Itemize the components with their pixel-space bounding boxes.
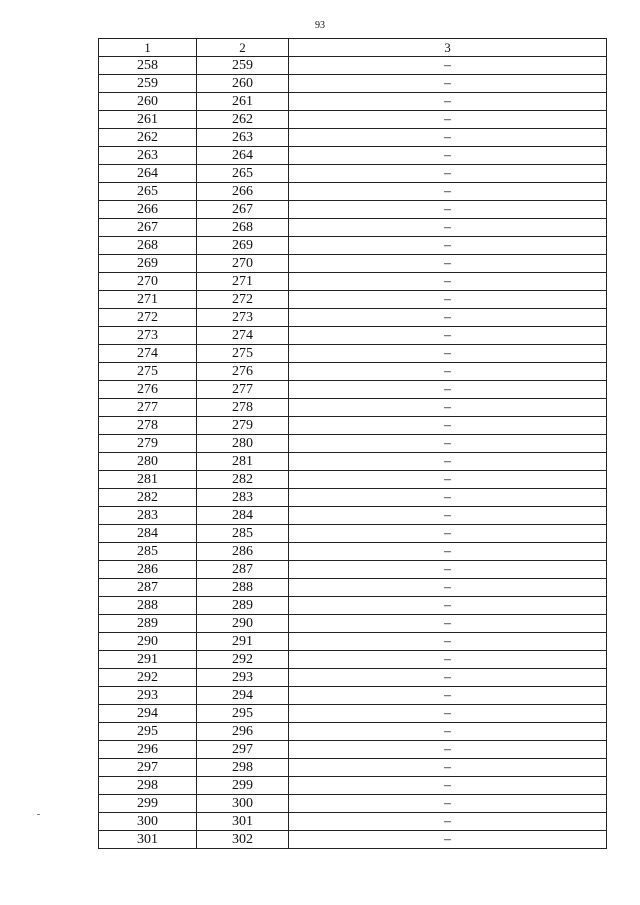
table-cell-col-3: – (289, 795, 607, 813)
table-cell-col-1: 277 (99, 399, 197, 417)
table-cell-col-3: – (289, 507, 607, 525)
table-row (99, 435, 607, 453)
table-row (99, 255, 607, 273)
table-row (99, 507, 607, 525)
table-row (99, 525, 607, 543)
table-row (99, 795, 607, 813)
table-row (99, 633, 607, 651)
header-row (99, 39, 607, 57)
table-cell-col-1: 298 (99, 777, 197, 795)
table-cell-col-1: 260 (99, 93, 197, 111)
table-row (99, 723, 607, 741)
table-cell-col-2: 284 (197, 507, 289, 525)
table-cell-col-2: 296 (197, 723, 289, 741)
table-cell-col-2: 291 (197, 633, 289, 651)
table-cell-col-3: – (289, 399, 607, 417)
table-cell-col-3: – (289, 561, 607, 579)
table-cell-col-2: 288 (197, 579, 289, 597)
table-cell-col-3: – (289, 417, 607, 435)
table-row (99, 93, 607, 111)
table-cell-col-3: – (289, 615, 607, 633)
table-cell-col-1: 275 (99, 363, 197, 381)
table-cell-col-2: 280 (197, 435, 289, 453)
table-cell-col-3: – (289, 309, 607, 327)
table-cell-col-2: 262 (197, 111, 289, 129)
table-cell-col-2: 271 (197, 273, 289, 291)
table-cell-col-1: 295 (99, 723, 197, 741)
table-cell-col-3: – (289, 813, 607, 831)
table-cell-col-1: 266 (99, 201, 197, 219)
table-cell-col-2: 282 (197, 471, 289, 489)
table-cell-col-3: – (289, 57, 607, 75)
table-cell-col-2: 290 (197, 615, 289, 633)
table-cell-col-3: – (289, 291, 607, 309)
table-cell-col-2: 276 (197, 363, 289, 381)
table-cell-col-2: 263 (197, 129, 289, 147)
table-cell-col-2: 279 (197, 417, 289, 435)
table-row (99, 219, 607, 237)
table-cell-col-1: 299 (99, 795, 197, 813)
table-cell-col-3: – (289, 183, 607, 201)
data-table-container (98, 38, 606, 849)
table-row (99, 399, 607, 417)
table-cell-col-2: 265 (197, 165, 289, 183)
table-cell-col-3: – (289, 75, 607, 93)
table-body (99, 57, 607, 849)
table-cell-col-2: 297 (197, 741, 289, 759)
table-cell-col-3: – (289, 651, 607, 669)
table-cell-col-3: – (289, 273, 607, 291)
table-row (99, 345, 607, 363)
table-cell-col-1: 292 (99, 669, 197, 687)
scan-artifact-mark (37, 814, 40, 815)
table-row (99, 381, 607, 399)
table-row (99, 165, 607, 183)
column-header-2: 2 (197, 39, 289, 57)
table-cell-col-3: – (289, 111, 607, 129)
table-cell-col-2: 272 (197, 291, 289, 309)
table-cell-col-2: 274 (197, 327, 289, 345)
table-cell-col-1: 288 (99, 597, 197, 615)
table-cell-col-2: 293 (197, 669, 289, 687)
table-cell-col-1: 301 (99, 831, 197, 849)
table-row (99, 363, 607, 381)
table-cell-col-3: – (289, 777, 607, 795)
table-row (99, 543, 607, 561)
table-cell-col-1: 276 (99, 381, 197, 399)
table-row (99, 831, 607, 849)
table-cell-col-1: 284 (99, 525, 197, 543)
table-cell-col-2: 292 (197, 651, 289, 669)
table-cell-col-1: 272 (99, 309, 197, 327)
table-cell-col-2: 300 (197, 795, 289, 813)
table-cell-col-3: – (289, 147, 607, 165)
table-cell-col-1: 267 (99, 219, 197, 237)
table-cell-col-1: 285 (99, 543, 197, 561)
table-cell-col-3: – (289, 129, 607, 147)
table-cell-col-3: – (289, 543, 607, 561)
table-cell-col-3: – (289, 489, 607, 507)
table-cell-col-3: – (289, 525, 607, 543)
table-cell-col-1: 289 (99, 615, 197, 633)
table-row (99, 687, 607, 705)
table-row (99, 183, 607, 201)
table-cell-col-3: – (289, 723, 607, 741)
table-cell-col-2: 294 (197, 687, 289, 705)
table-cell-col-3: – (289, 579, 607, 597)
table-row (99, 453, 607, 471)
table-cell-col-3: – (289, 165, 607, 183)
table-cell-col-1: 278 (99, 417, 197, 435)
table-cell-col-3: – (289, 831, 607, 849)
data-table (98, 38, 607, 849)
table-cell-col-2: 302 (197, 831, 289, 849)
table-cell-col-1: 279 (99, 435, 197, 453)
table-row (99, 813, 607, 831)
table-cell-col-3: – (289, 759, 607, 777)
table-cell-col-3: – (289, 255, 607, 273)
table-cell-col-2: 273 (197, 309, 289, 327)
table-row (99, 291, 607, 309)
table-row (99, 651, 607, 669)
table-cell-col-2: 278 (197, 399, 289, 417)
table-cell-col-2: 285 (197, 525, 289, 543)
page-number: 93 (315, 20, 325, 31)
table-cell-col-2: 286 (197, 543, 289, 561)
table-cell-col-1: 268 (99, 237, 197, 255)
table-cell-col-2: 298 (197, 759, 289, 777)
table-cell-col-2: 301 (197, 813, 289, 831)
table-row (99, 741, 607, 759)
table-cell-col-1: 263 (99, 147, 197, 165)
table-cell-col-2: 289 (197, 597, 289, 615)
table-cell-col-2: 281 (197, 453, 289, 471)
table-cell-col-2: 277 (197, 381, 289, 399)
table-row (99, 759, 607, 777)
table-cell-col-1: 262 (99, 129, 197, 147)
table-cell-col-3: – (289, 741, 607, 759)
table-cell-col-1: 280 (99, 453, 197, 471)
table-cell-col-1: 291 (99, 651, 197, 669)
table-cell-col-3: – (289, 705, 607, 723)
table-row (99, 669, 607, 687)
table-cell-col-2: 283 (197, 489, 289, 507)
table-row (99, 57, 607, 75)
table-cell-col-3: – (289, 345, 607, 363)
table-row (99, 561, 607, 579)
table-row (99, 777, 607, 795)
table-row (99, 417, 607, 435)
table-row (99, 309, 607, 327)
column-header-3: 3 (289, 39, 607, 57)
table-cell-col-1: 281 (99, 471, 197, 489)
table-cell-col-2: 261 (197, 93, 289, 111)
table-cell-col-2: 275 (197, 345, 289, 363)
table-cell-col-1: 270 (99, 273, 197, 291)
table-row (99, 705, 607, 723)
table-cell-col-2: 270 (197, 255, 289, 273)
table-cell-col-1: 259 (99, 75, 197, 93)
table-cell-col-3: – (289, 381, 607, 399)
table-cell-col-2: 259 (197, 57, 289, 75)
table-cell-col-1: 300 (99, 813, 197, 831)
table-cell-col-2: 260 (197, 75, 289, 93)
table-cell-col-1: 290 (99, 633, 197, 651)
table-cell-col-2: 295 (197, 705, 289, 723)
table-row (99, 75, 607, 93)
table-cell-col-1: 271 (99, 291, 197, 309)
table-row (99, 597, 607, 615)
table-cell-col-1: 273 (99, 327, 197, 345)
table-cell-col-3: – (289, 597, 607, 615)
table-cell-col-3: – (289, 201, 607, 219)
table-cell-col-1: 264 (99, 165, 197, 183)
table-cell-col-1: 294 (99, 705, 197, 723)
table-row (99, 489, 607, 507)
table-cell-col-1: 297 (99, 759, 197, 777)
table-cell-col-1: 282 (99, 489, 197, 507)
table-cell-col-3: – (289, 219, 607, 237)
table-cell-col-3: – (289, 669, 607, 687)
table-cell-col-3: – (289, 93, 607, 111)
table-cell-col-3: – (289, 471, 607, 489)
table-cell-col-3: – (289, 453, 607, 471)
table-row (99, 615, 607, 633)
table-row (99, 129, 607, 147)
table-cell-col-3: – (289, 633, 607, 651)
table-row (99, 147, 607, 165)
table-cell-col-2: 266 (197, 183, 289, 201)
table-header (99, 39, 607, 57)
table-cell-col-3: – (289, 237, 607, 255)
table-row (99, 273, 607, 291)
table-cell-col-1: 296 (99, 741, 197, 759)
table-cell-col-2: 264 (197, 147, 289, 165)
table-cell-col-1: 261 (99, 111, 197, 129)
table-row (99, 579, 607, 597)
table-row (99, 327, 607, 345)
table-cell-col-2: 268 (197, 219, 289, 237)
table-cell-col-1: 274 (99, 345, 197, 363)
table-cell-col-2: 299 (197, 777, 289, 795)
table-cell-col-1: 293 (99, 687, 197, 705)
table-row (99, 201, 607, 219)
table-row (99, 471, 607, 489)
table-cell-col-3: – (289, 435, 607, 453)
table-cell-col-2: 267 (197, 201, 289, 219)
table-cell-col-3: – (289, 687, 607, 705)
table-row (99, 237, 607, 255)
column-header-1: 1 (99, 39, 197, 57)
table-cell-col-3: – (289, 363, 607, 381)
table-cell-col-1: 283 (99, 507, 197, 525)
table-cell-col-1: 269 (99, 255, 197, 273)
table-cell-col-3: – (289, 327, 607, 345)
table-cell-col-2: 269 (197, 237, 289, 255)
table-cell-col-2: 287 (197, 561, 289, 579)
table-cell-col-1: 258 (99, 57, 197, 75)
table-cell-col-1: 287 (99, 579, 197, 597)
table-cell-col-1: 286 (99, 561, 197, 579)
table-cell-col-1: 265 (99, 183, 197, 201)
table-row (99, 111, 607, 129)
